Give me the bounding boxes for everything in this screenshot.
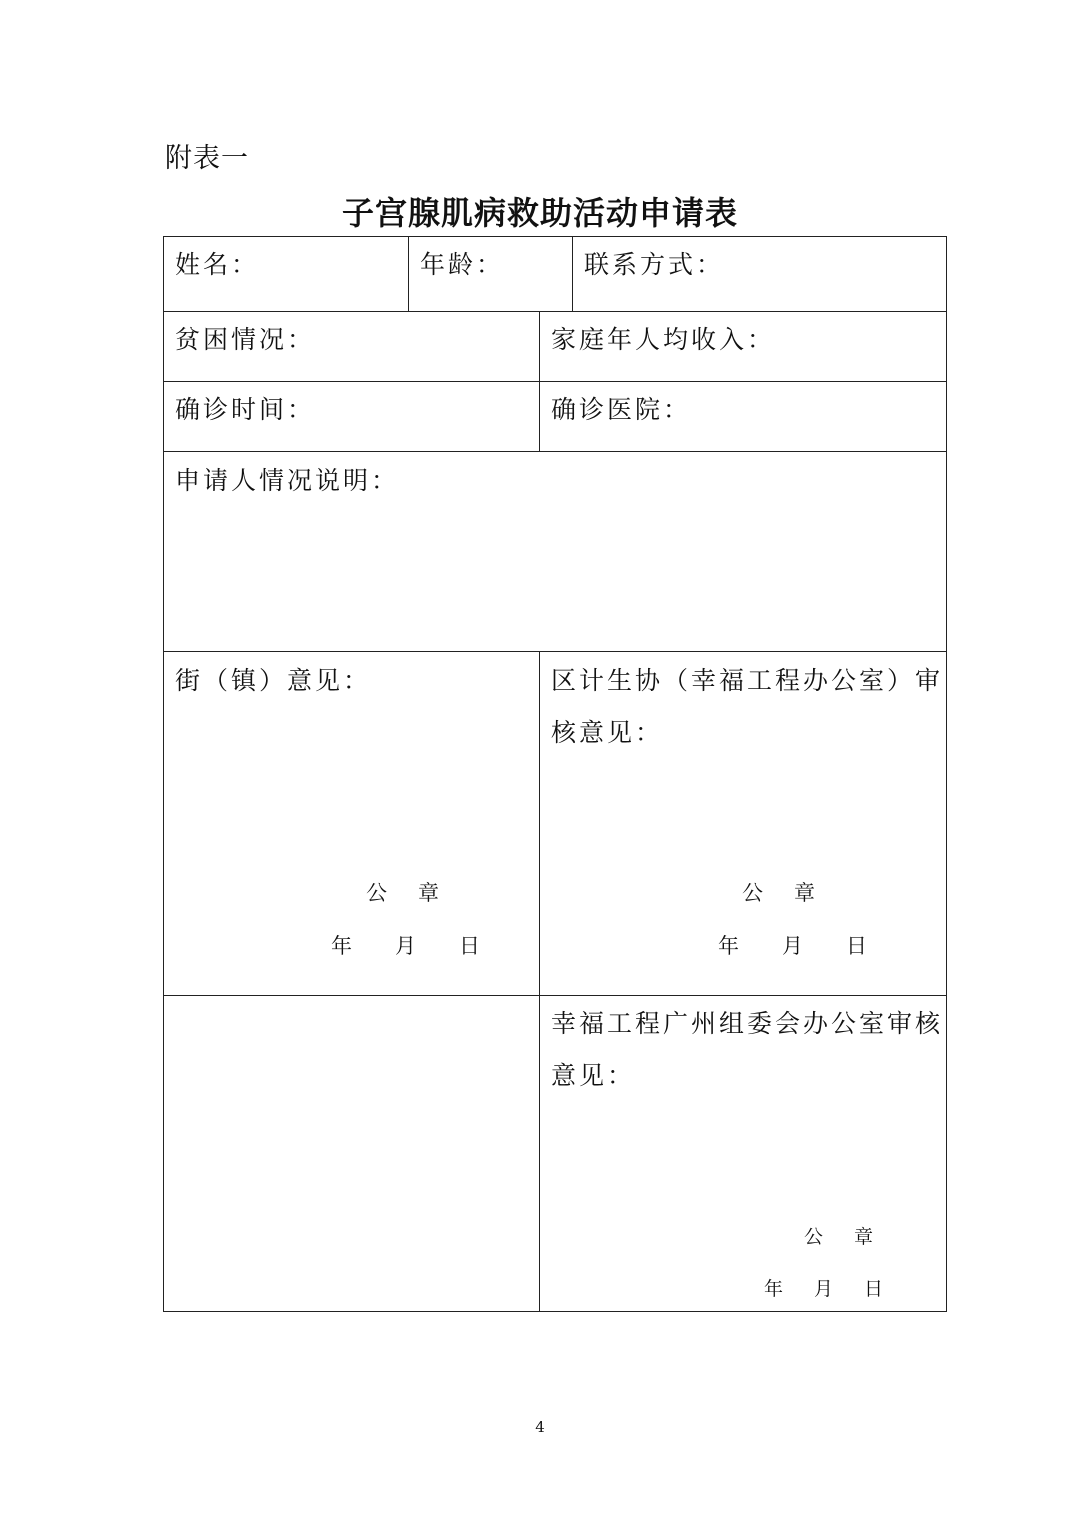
appendix-label: 附表一: [165, 143, 249, 174]
form-title: 子宫腺肌病救助活动申请表: [341, 194, 738, 232]
district-seal-text: 公 章: [742, 881, 816, 905]
street-date-text: 年 月 日: [331, 934, 481, 958]
street-opinion-label: 街（镇）意见：: [175, 666, 372, 695]
field-diagnosis-hospital-label: 确诊医院：: [551, 395, 692, 424]
district-opinion-label-line1: 区计生协（幸福工程办公室）审: [551, 666, 944, 695]
row-divider-4: [164, 651, 946, 652]
row-divider-2: [164, 381, 946, 382]
row-divider-1: [164, 311, 946, 312]
guangzhou-date-text: 年 月 日: [764, 1278, 885, 1300]
col-divider-info-rows: [539, 311, 540, 451]
guangzhou-seal-text: 公 章: [804, 1226, 875, 1248]
street-seal-text: 公 章: [366, 881, 440, 905]
row-divider-5: [164, 995, 946, 996]
field-poverty-label: 贫困情况：: [175, 325, 316, 354]
field-name-label: 姓名：: [175, 250, 260, 279]
application-form-table: [163, 236, 947, 1312]
guangzhou-opinion-label-line2: 意见：: [551, 1061, 636, 1090]
field-diagnosis-time-label: 确诊时间：: [175, 395, 316, 424]
col-divider-name-age: [408, 237, 409, 311]
district-opinion-label-line2: 核意见：: [551, 718, 664, 747]
col-divider-age-contact: [572, 237, 573, 311]
field-contact-label: 联系方式：: [584, 250, 725, 279]
field-applicant-statement-label: 申请人情况说明：: [175, 466, 400, 495]
page-number: 4: [535, 1418, 545, 1436]
row-divider-3: [164, 451, 946, 452]
field-income-label: 家庭年人均收入：: [551, 325, 776, 354]
guangzhou-opinion-label-line1: 幸福工程广州组委会办公室审核: [551, 1009, 944, 1038]
col-divider-opinions: [539, 651, 540, 1311]
district-date-text: 年 月 日: [718, 934, 868, 958]
field-age-label: 年龄：: [420, 250, 505, 279]
